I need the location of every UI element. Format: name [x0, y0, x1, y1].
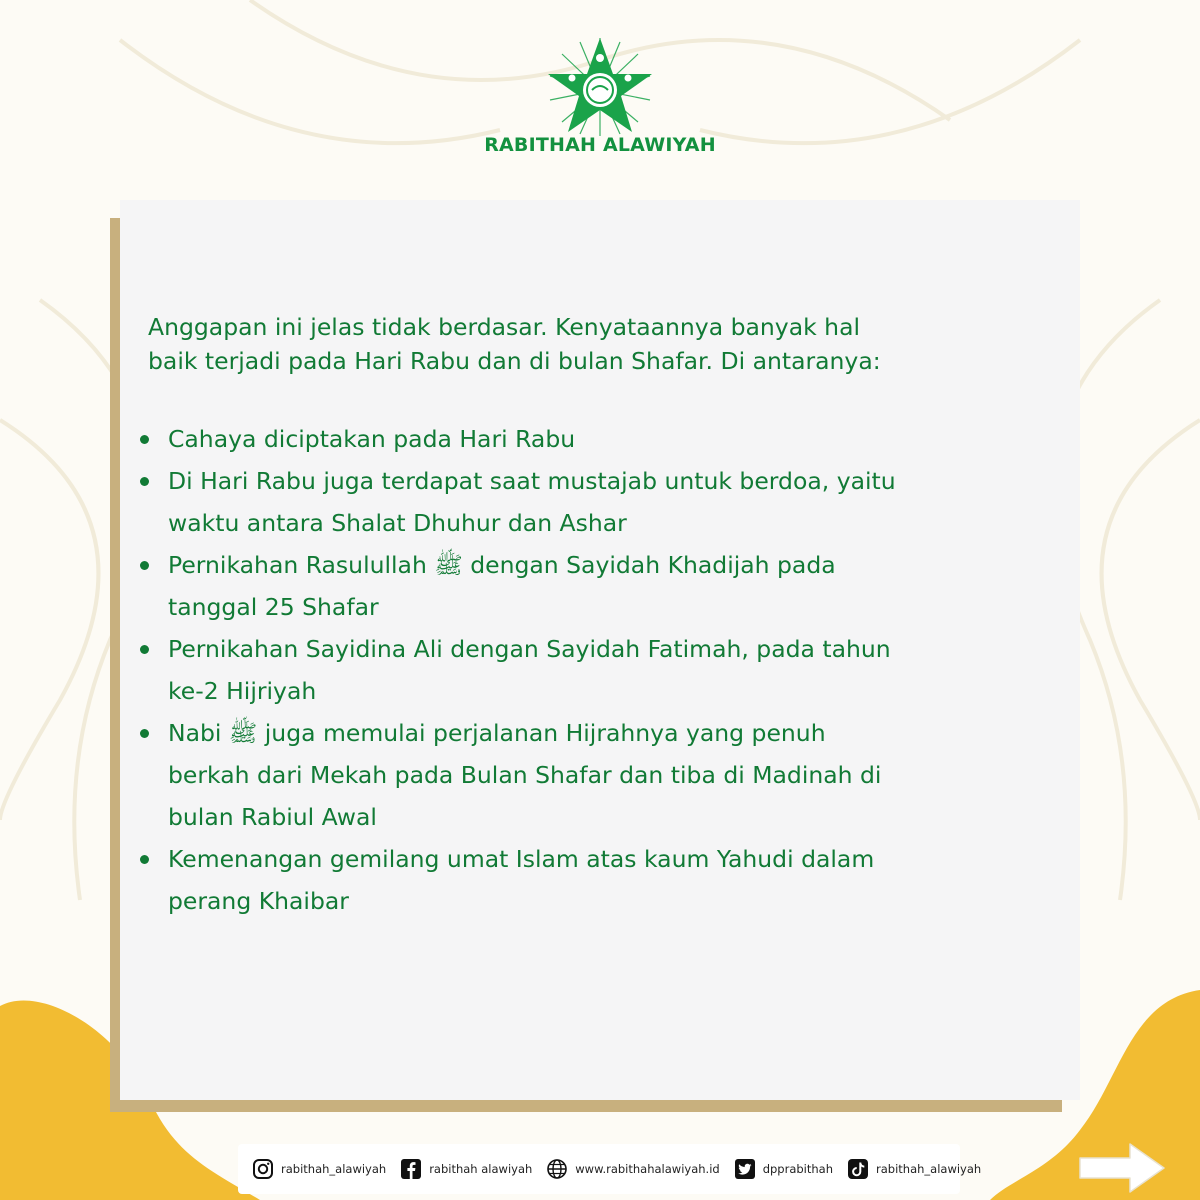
list-item-text: Kemenangan gemilang umat Islam atas kaum Yahudi dalam [168, 845, 875, 873]
website-link[interactable] [546, 1158, 719, 1180]
tiktok-label: rabithah_alawiyah [876, 1162, 982, 1176]
points-list [148, 418, 1028, 922]
intro-paragraph [148, 310, 1028, 378]
instagram-link[interactable] [252, 1158, 386, 1180]
brand-name: RABITHAH ALAWIYAH [484, 134, 716, 156]
bullet-icon [140, 729, 149, 738]
intro-line: Anggapan ini jelas tidak berdasar. Kenyataannya banyak hal [148, 313, 861, 341]
bullet-icon [140, 561, 149, 570]
list-item [148, 544, 1028, 628]
globe-icon [546, 1158, 568, 1180]
content-card [120, 200, 1080, 1100]
twitter-link[interactable] [734, 1158, 833, 1180]
social-links-bar [238, 1144, 982, 1194]
tiktok-link[interactable] [847, 1158, 981, 1180]
bullet-icon [140, 855, 149, 864]
facebook-label: rabithah alawiyah [429, 1162, 533, 1176]
twitter-label: dpprabithah [762, 1162, 833, 1176]
list-item-text: Di Hari Rabu juga terdapat saat mustajab untuk berdoa, yaitu [168, 467, 896, 495]
instagram-label: rabithah_alawiyah [281, 1162, 387, 1176]
card-content [148, 310, 1028, 922]
list-item-text: Pernikahan Rasulullah ﷺ dengan Sayidah Khadijah pada [168, 551, 836, 579]
twitter-icon [734, 1158, 756, 1180]
list-item [148, 712, 1028, 838]
list-item [148, 628, 1028, 712]
list-item-text: berkah dari Mekah pada Bulan Shafar dan tiba di Madinah di [168, 761, 882, 789]
instagram-icon [252, 1158, 274, 1180]
bullet-icon [140, 645, 149, 654]
bullet-icon [140, 435, 149, 444]
tiktok-icon [847, 1158, 869, 1180]
next-arrow-icon[interactable] [1078, 1140, 1166, 1196]
bullet-icon [140, 477, 149, 486]
list-item-text: bulan Rabiul Awal [168, 803, 377, 831]
intro-line: baik terjadi pada Hari Rabu dan di bulan Shafar. Di antaranya: [148, 347, 881, 375]
website-label: www.rabithahalawiyah.id [575, 1162, 720, 1176]
list-item-text: waktu antara Shalat Dhuhur dan Ashar [168, 509, 627, 537]
facebook-link[interactable] [400, 1158, 532, 1180]
list-item-text: Nabi ﷺ juga memulai perjalanan Hijrahnya yang penuh [168, 719, 826, 747]
list-item-text: Pernikahan Sayidina Ali dengan Sayidah Fatimah, pada tahun [168, 635, 891, 663]
list-item-text: tanggal 25 Shafar [168, 593, 379, 621]
list-item-text: perang Khaibar [168, 887, 349, 915]
star-crescent-emblem-icon [540, 32, 660, 138]
list-item [148, 460, 1028, 544]
list-item [148, 838, 1028, 922]
facebook-icon [400, 1158, 422, 1180]
list-item-text: ke-2 Hijriyah [168, 677, 317, 705]
list-item [148, 418, 1028, 460]
list-item-text: Cahaya diciptakan pada Hari Rabu [168, 425, 576, 453]
